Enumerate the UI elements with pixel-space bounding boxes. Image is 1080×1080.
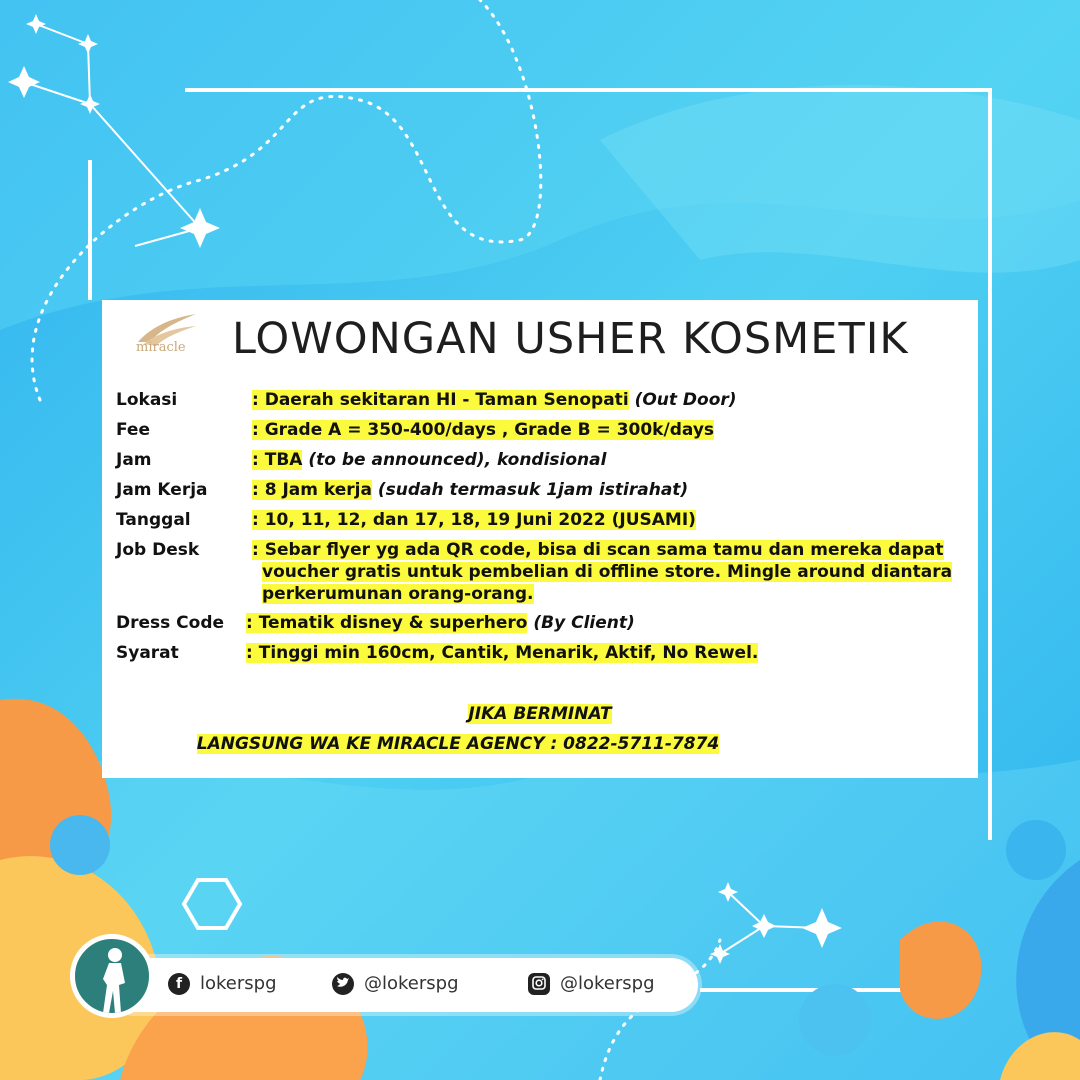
- row-label: Lokasi: [116, 390, 178, 410]
- row-label: Fee: [116, 420, 150, 440]
- row-value: : Tematik disney & superhero: [246, 613, 528, 633]
- row-value: perkerumunan orang-orang.: [262, 584, 534, 604]
- miracle-logo-icon: [130, 308, 200, 364]
- row-extra: (to be announced), kondisional: [308, 450, 607, 470]
- row-value: : 10, 11, 12, dan 17, 18, 19 Juni 2022 (JUSAMI): [252, 510, 696, 530]
- brand-logo-text: miracle: [136, 340, 186, 355]
- twitter-icon: [332, 973, 354, 995]
- row-extra: (By Client): [533, 613, 635, 633]
- cta-line-2: [0, 734, 998, 754]
- instagram-icon: [528, 973, 550, 995]
- row-label: Syarat: [116, 643, 179, 663]
- person-silhouette-icon: [75, 939, 149, 1013]
- cta-text-2: LANGSUNG WA KE MIRACLE AGENCY : 0822-5711-7874: [196, 734, 720, 754]
- row-value: : Daerah sekitaran HI - Taman Senopati: [252, 390, 629, 410]
- facebook-handle: lokerspg: [200, 973, 277, 994]
- row-label: Dress Code: [116, 613, 225, 633]
- row-label: Job Desk: [116, 540, 200, 560]
- facebook-icon: f: [168, 973, 190, 995]
- row-value: : 8 Jam kerja: [252, 480, 372, 500]
- twitter-link[interactable]: [332, 973, 459, 995]
- row-value: : Sebar flyer yg ada QR code, bisa di scan sama tamu dan mereka dapat: [252, 540, 944, 560]
- row-value: : TBA: [252, 450, 303, 470]
- page-title: LOWONGAN USHER KOSMETIK: [232, 314, 909, 364]
- avatar: [70, 934, 154, 1018]
- facebook-link[interactable]: [168, 973, 277, 995]
- instagram-link[interactable]: [528, 973, 655, 995]
- instagram-handle: @lokerspg: [560, 973, 655, 994]
- cta-text-1: JIKA BERMINAT: [468, 704, 612, 724]
- row-value: : Tinggi min 160cm, Cantik, Menarik, Aktif, No Rewel.: [246, 643, 759, 663]
- row-extra: (sudah termasuk 1jam istirahat): [377, 480, 689, 500]
- row-label: Jam Kerja: [116, 480, 208, 500]
- row-label: Jam: [116, 450, 152, 470]
- row-value: : Grade A = 350-400/days , Grade B = 300k/days: [252, 420, 715, 440]
- twitter-handle: @lokerspg: [364, 973, 459, 994]
- row-extra: (Out Door): [634, 390, 737, 410]
- row-label: Tanggal: [116, 510, 191, 530]
- row-value: voucher gratis untuk pembelian di offline store. Mingle around diantara: [262, 562, 953, 582]
- cta-line-1: [0, 704, 1080, 724]
